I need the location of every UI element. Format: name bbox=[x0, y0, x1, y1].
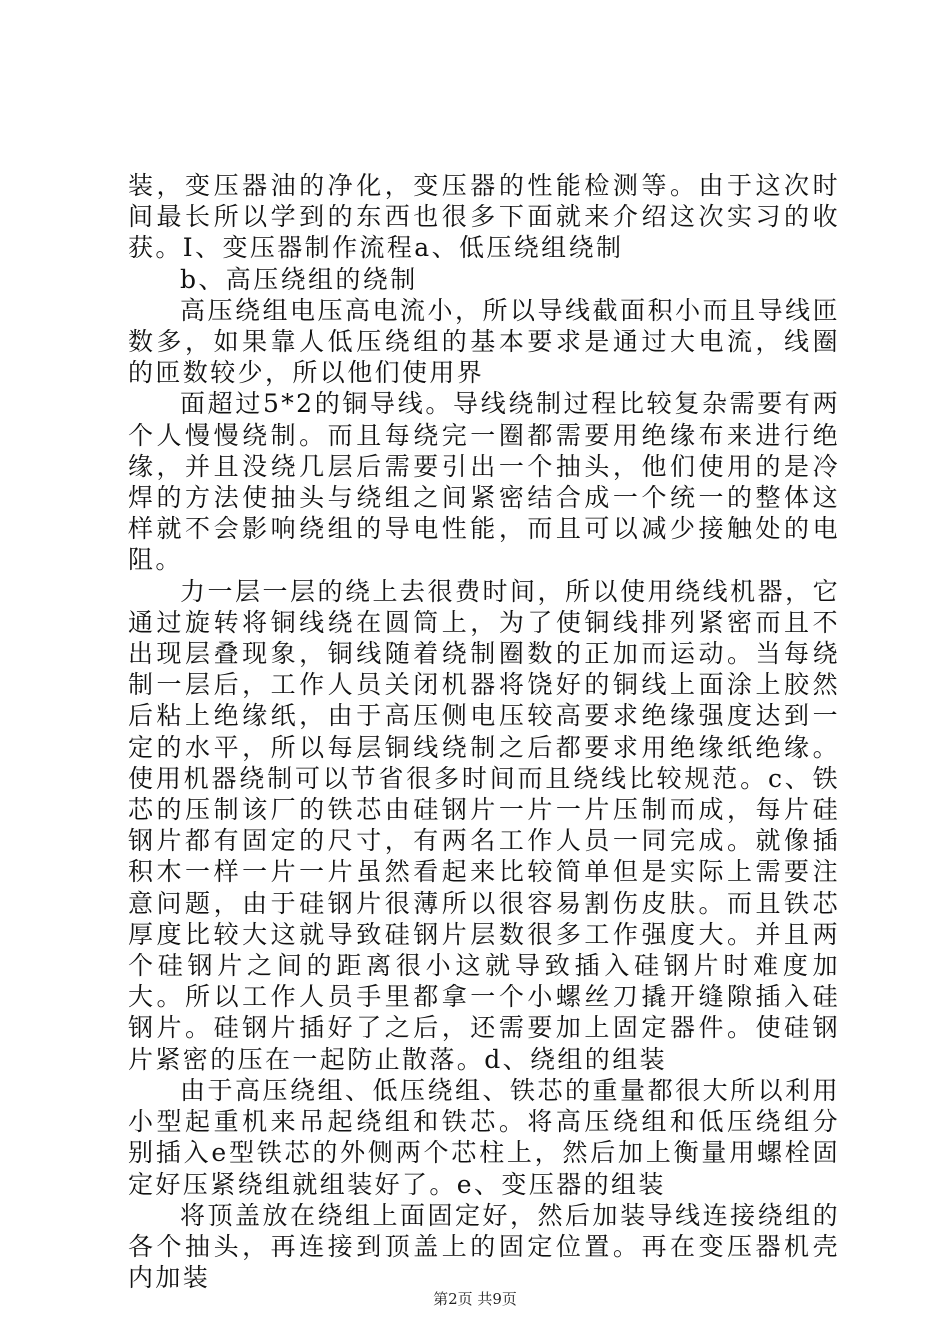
paragraph-5: 力一层一层的绕上去很费时间，所以使用绕线机器，它通过旋转将铜线绕在圆筒上，为了使铜线排列紧密而且不出现层叠现象，铜线随着绕制圈数的正加而运动。当每绕制一层后，工作人员关闭机器将饶好的铜线上面涂上胶然后粘上绝缘纸，由于高压侧电压较高要求绝缘强度达到一定的水平，所以每层铜线绕制之后都要求用绝缘纸绝缘。使用机器绕制可以节省很多时间而且绕线比较规范。c、铁芯的压制该厂的铁芯由硅钢片一片一片压制而成，每片硅钢片都有固定的尺寸，有两名工作人员一同完成。就像插积木一样一片一片虽然看起来比较简单但是实际上需要注意问题，由于硅钢片很薄所以很容易割伤皮肤。而且铁芯厚度比较大这就导致硅钢片层数很多工作强度大。并且两个硅钢片之间的距离很小这就导致插入硅钢片时难度加大。所以工作人员手里都拿一个小螺丝刀撬开缝隙插入硅钢片。硅钢片插好了之后，还需要加上固定器件。使硅钢片紧密的压在一起防止散落。d、绕组的组装 bbox=[128, 576, 840, 1074]
paragraph-2: b、高压绕组的绕制 bbox=[180, 264, 418, 294]
paragraph-6: 由于高压绕组、低压绕组、铁芯的重量都很大所以利用小型起重机来吊起绕组和铁芯。将高压绕组和低压绕组分别插入e型铁芯的外侧两个芯柱上，然后加上衡量用螺栓固定好压紧绕组就组装好了。e、变压器的组装 bbox=[128, 1075, 840, 1199]
page-number-footer: 第2页 共9页 bbox=[433, 1290, 517, 1308]
paragraph-7: 将顶盖放在绕组上面固定好，然后加装导线连接绕组的各个抽头，再连接到顶盖上的固定位置。再在变压器机壳内加装 bbox=[128, 1200, 840, 1293]
document-body bbox=[128, 170, 840, 1293]
paragraph-4: 面超过5*2的铜导线。导线绕制过程比较复杂需要有两个人慢慢绕制。而且每绕完一圈都需要用绝缘布来进行绝缘，并且没绕几层后需要引出一个抽头，他们使用的是冷焊的方法使抽头与绕组之间紧密结合成一个统一的整体这样就不会影响绕组的导电性能，而且可以减少接触处的电阻。 bbox=[128, 389, 840, 575]
paragraph-1: 装，变压器油的净化，变压器的性能检测等。由于这次时间最长所以学到的东西也很多下面就来介绍这次实习的收获。Ⅰ、变压器制作流程a、低压绕组绕制 bbox=[128, 171, 840, 263]
paragraph-3: 高压绕组电压高电流小，所以导线截面积小而且导线匝数多，如果靠人低压绕组的基本要求是通过大电流，线圈的匝数较少，所以他们使用界 bbox=[128, 295, 840, 388]
